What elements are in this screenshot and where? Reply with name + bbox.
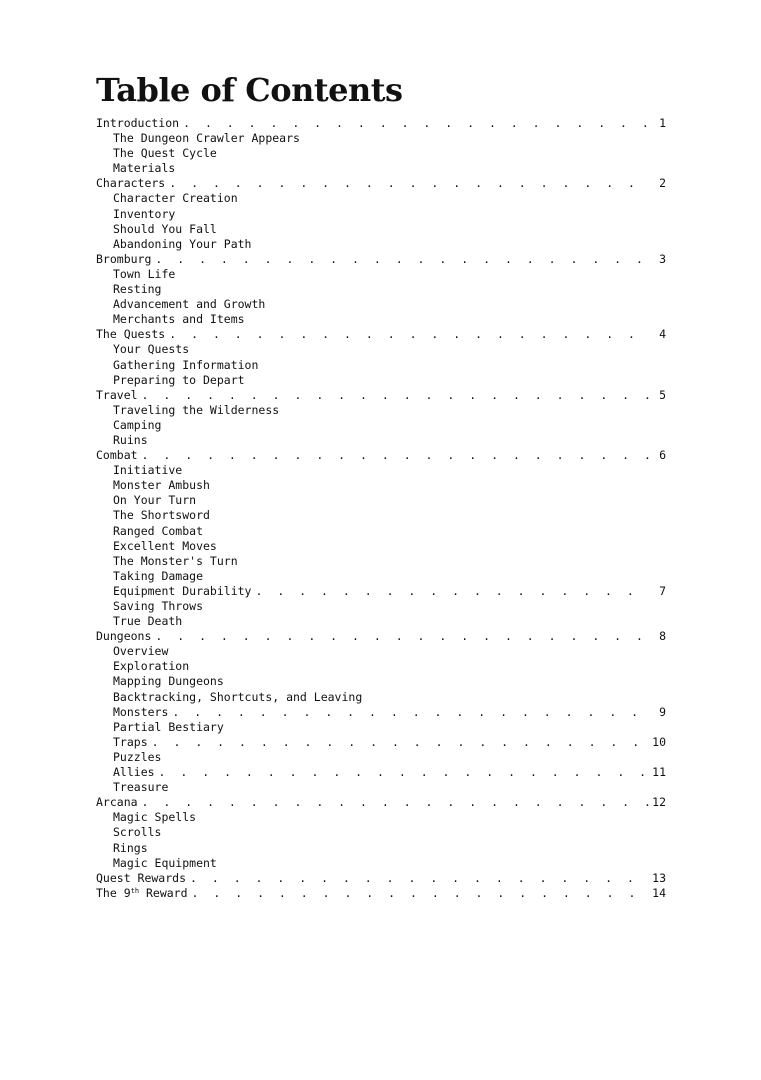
toc-page-number: 9	[659, 704, 666, 719]
toc-entry-label: The Shortsword	[113, 508, 210, 523]
toc-entry	[96, 388, 666, 403]
toc-entry-label: Magic Equipment	[113, 855, 217, 870]
toc-entry-label: Quest Rewards	[96, 870, 187, 885]
toc-subentry	[96, 191, 666, 206]
toc-entry-label: Allies	[113, 765, 155, 780]
toc-page-number: 12	[652, 795, 666, 810]
dot-leader	[138, 388, 649, 403]
toc-entry-label: Bromburg	[96, 251, 152, 266]
toc-entry	[96, 795, 666, 810]
toc-entry-label: Backtracking, Shortcuts, and Leaving	[113, 689, 363, 704]
dot-leader	[138, 795, 649, 810]
toc-entry-label: Taking Damage	[113, 568, 204, 583]
toc-entry-label: Resting	[113, 282, 162, 297]
toc-subentry	[96, 508, 666, 523]
dot-leader	[138, 448, 649, 463]
toc-entry-label: Exploration	[113, 659, 190, 674]
toc-entry-label: Combat	[96, 448, 138, 463]
toc-subentry	[96, 342, 666, 357]
toc-entry-label: Equipment Durability	[113, 583, 252, 598]
dot-leader	[165, 327, 649, 342]
toc-entry-label: Treasure	[113, 780, 169, 795]
toc-entry	[96, 871, 666, 886]
toc-subentry	[96, 554, 666, 569]
toc-entry-label: Inventory	[113, 206, 176, 221]
dot-leader	[168, 705, 649, 720]
toc-page-number: 14	[652, 885, 666, 900]
toc-entry-label: True Death	[113, 614, 183, 629]
dot-leader	[151, 629, 649, 644]
toc-entry-label: Your Quests	[113, 342, 190, 357]
dot-leader	[179, 116, 649, 131]
toc-subentry	[96, 569, 666, 584]
toc-subentry	[96, 690, 666, 705]
toc-subentry	[96, 493, 666, 508]
toc-subentry	[96, 644, 666, 659]
dot-leader	[151, 252, 649, 267]
toc-entry	[96, 886, 666, 901]
toc-subentry	[96, 856, 666, 871]
toc-entry-label: Preparing to Depart	[113, 372, 245, 387]
toc-entry-label: Overview	[113, 644, 169, 659]
toc-subentry	[96, 584, 666, 599]
toc-entry-label: Abandoning Your Path	[113, 236, 252, 251]
toc-entry-label: Mapping Dungeons	[113, 674, 224, 689]
toc-entry-label: Materials	[113, 161, 176, 176]
toc-subentry	[96, 161, 666, 176]
toc-subentry	[96, 403, 666, 418]
toc-entry	[96, 629, 666, 644]
toc-entry-label: Traveling the Wilderness	[113, 402, 280, 417]
toc-subentry	[96, 478, 666, 493]
toc-subentry	[96, 222, 666, 237]
toc-subentry	[96, 146, 666, 161]
toc-entry-label: Magic Spells	[113, 810, 197, 825]
toc-page	[96, 70, 666, 901]
toc-page-number: 1	[659, 116, 666, 130]
toc-subentry	[96, 463, 666, 478]
toc-page-number: 2	[659, 176, 666, 191]
toc-subentry	[96, 735, 666, 750]
toc-entry-label: Travel	[96, 387, 138, 402]
dot-leader	[155, 765, 649, 780]
toc-entry-label: Rings	[113, 840, 148, 855]
toc-subentry	[96, 765, 666, 780]
toc-entry-label: Dungeons	[96, 629, 152, 644]
toc-subentry	[96, 750, 666, 765]
toc-entry-label: The Quests	[96, 327, 166, 342]
toc-entry-label: Scrolls	[113, 825, 162, 840]
toc-subentry	[96, 358, 666, 373]
toc-page-number: 4	[659, 327, 666, 342]
toc-subentry	[96, 614, 666, 629]
toc-subentry	[96, 780, 666, 795]
toc-entry-label: Should You Fall	[113, 221, 217, 236]
toc-entry-label: On Your Turn	[113, 493, 197, 508]
toc-subentry	[96, 841, 666, 856]
toc-entry-label: Gathering Information	[113, 357, 259, 372]
toc-entry-label: Monster Ambush	[113, 478, 210, 493]
toc-entry-label: Merchants and Items	[113, 312, 245, 327]
dot-leader	[251, 584, 649, 599]
toc-entry-label: The Quest Cycle	[113, 146, 217, 161]
toc-subentry	[96, 418, 666, 433]
toc-subentry	[96, 282, 666, 297]
toc-entry-label: Character Creation	[113, 191, 238, 206]
toc-entry-label: Advancement and Growth	[113, 297, 266, 312]
toc-entry-label: Town Life	[113, 266, 176, 281]
toc-entry-label: Traps	[113, 734, 148, 749]
toc-page-number: 6	[659, 448, 666, 463]
toc-list	[96, 116, 666, 901]
toc-entry-label: Introduction	[96, 116, 180, 130]
toc-subentry	[96, 720, 666, 735]
toc-page-number: 11	[652, 765, 666, 780]
toc-subentry	[96, 237, 666, 252]
toc-entry	[96, 116, 666, 131]
toc-entry-label: Monsters	[113, 704, 169, 719]
toc-page-number: 13	[652, 870, 666, 885]
toc-subentry	[96, 539, 666, 554]
toc-entry-label: Ranged Combat	[113, 523, 204, 538]
toc-subentry	[96, 373, 666, 388]
toc-entry	[96, 327, 666, 342]
page-title: Table of Contents	[96, 71, 403, 109]
toc-subentry	[96, 825, 666, 840]
dot-leader	[165, 176, 649, 191]
toc-subentry	[96, 705, 666, 720]
toc-entry	[96, 176, 666, 191]
toc-entry-label: The Dungeon Crawler Appears	[113, 131, 300, 146]
toc-subentry	[96, 131, 666, 146]
toc-subentry	[96, 297, 666, 312]
toc-page-number: 3	[659, 251, 666, 266]
toc-entry-label: Partial Bestiary	[113, 719, 224, 734]
toc-entry-label: Arcana	[96, 795, 138, 810]
toc-entry-label: Saving Throws	[113, 599, 204, 613]
toc-subentry	[96, 207, 666, 222]
toc-entry-label: The Monster's Turn	[113, 553, 238, 568]
toc-entry-label: Excellent Moves	[113, 538, 217, 553]
toc-entry-label: Camping	[113, 417, 162, 432]
toc-subentry	[96, 312, 666, 327]
toc-subentry	[96, 267, 666, 282]
toc-entry-label: The 9th Reward	[96, 885, 188, 900]
toc-subentry	[96, 599, 666, 614]
toc-entry-label: Ruins	[113, 432, 148, 447]
toc-entry-label: Puzzles	[113, 749, 162, 764]
toc-entry	[96, 448, 666, 463]
toc-page-number: 8	[659, 629, 666, 644]
dot-leader	[186, 871, 649, 886]
toc-entry-label: Initiative	[113, 463, 183, 478]
toc-subentry	[96, 524, 666, 539]
toc-subentry	[96, 810, 666, 825]
toc-page-number: 5	[659, 387, 666, 402]
toc-subentry	[96, 659, 666, 674]
toc-page-number: 10	[652, 734, 666, 749]
dot-leader	[148, 735, 649, 750]
toc-subentry	[96, 674, 666, 689]
dot-leader	[188, 886, 649, 901]
toc-subentry	[96, 433, 666, 448]
toc-entry-label: Characters	[96, 176, 166, 191]
toc-page-number: 7	[659, 583, 666, 598]
toc-entry	[96, 252, 666, 267]
